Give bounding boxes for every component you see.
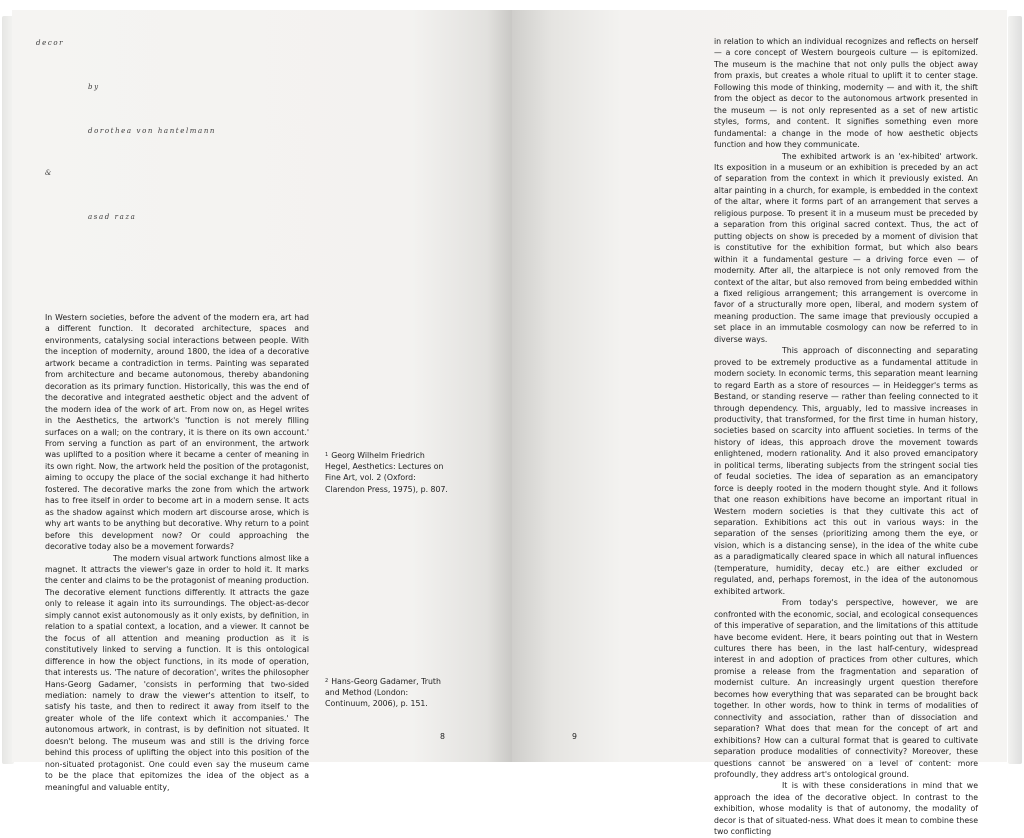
footnote-1-number: 1 — [325, 452, 329, 458]
paragraph-4: The exhibited artwork is an 'ex-hibited' artwork. Its exposition in a museum or an exhibition is preceded by an act of separation from the context in which it previously existed. An altar painting in a church, for example, is embedded in the context of the altar, where it forms part of an arrangement that serves a religious purpose. To present it in a museum must be preceded by a separation from this original sacred context. Thus, the act of putting objects on show is preceded by a moment of division that is constitutive for the exhibition format, but which also bears within it a fundamental gesture — a driving force even — of modernity. After all, the altarpiece is not only removed from the context of the altar, but also removed from being embedded within a fixed religious arrangement; this arrangement is overcome in favor of a structurally more open, liberal, and modern system of meaning production. The same image that previously occupied a set place in an immutable cosmology can now be referred to in diverse ways. — [714, 151, 978, 344]
paragraph-7: It is with these considerations in mind that we approach the idea of the decorative object. In contrast to the exhibition, whose modality is that of autonomy, the modality of decor is that of situated-ness. What does it mean to combine these two conflicting — [714, 781, 978, 837]
paragraph-5: This approach of disconnecting and separating proved to be extremely productive as a fundamental attitude in modern society. In economic terms, this separation meant learning to regard Earth as a store of resources — in Heidegger's terms as Bestand, or standing reserve — rather than feeling connected to it through dependency. This, arguably, led to massive increases in productivity, that transformed, for the first time in human history, societies based on scarcity into affluent societies. In terms of the history of ideas, this approach drove the movement towards enlightened, modern rationality. And it also proved emancipatory in political terms, liberating subjects from the stringent social ties of feudal societies. The idea of separation as an emancipatory force is deeply rooted in the modern thought style. And it follows that one reason exhibitions have become an important ritual in Western modern societies is that they cultivate this act of separation. Exhibitions act this out in various ways: in the separation of the senses (prioritizing among them the eye, or vision, which is a distancing sense), in the idea of the white cube as a paradigmatically cleared space in which all natural influences (temperature, humidity, decay etc.) are either excluded or regulated, and, perhaps foremost, in the idea of the autonomous exhibited artwork. — [714, 346, 978, 596]
page-edges-right — [1008, 16, 1022, 764]
title-decor: decor — [36, 39, 65, 47]
paragraph-2: The modern visual artwork functions almost like a magnet. It attracts the viewer's gaze in order to hold it. It marks the center and claims to be the protagonist of meaning production. The decorative element functions differently. It attracts the gaze only to release it again into its surroundings. The object-as-decor simply cannot exist autonomously as it only exists, by definition, in relation to a spatial context, a location, and a viewer. It cannot be the focus of all attention and meaning production as it is constitutively linked to serving a function. It is this ontological difference in how the object functions, in its mode of operation, that interests us. 'The nature of decoration', writes the philosopher Hans-Georg Gadamer, 'consists in performing that two-sided mediation: namely to draw the viewer's attention to itself, to satisfy his taste, and then to redirect it away from itself to the greater whole of the life context which it accompanies.' The autonomous artwork, in contrast, is by definition not situated. It doesn't belong. The museum was and still is the driving force behind this process of uplifting the object into this position of the non-situated protagonist. One could even say the museum came to be the place that epitomizes the idea of the object as a meaningful and valuable entity, — [45, 553, 309, 792]
paragraph-6: From today's perspective, however, we are confronted with the economic, social, and ecological consequences of this imperative of separation, and the limitations of this attitude have become evident. Here, it bears pointing out that in Western cultures there has been, in the last half-century, widespread interest in and adoption of practices from other cultures, which promise a release from the fragmentation and separation of modernist culture. An increasingly urgent question therefore becomes how everything that was separated can be brought back together. In other words, how to think in terms of modalities of connectivity and association, rather than of dissociation and separation? What does that mean for the concept of art and exhibitions? How can a cultural format that is geared to cultivate separation produce modalities of connectivity? Moreover, these questions cannot be answered on a level of content: more profoundly, they address art's ontological ground. — [714, 598, 978, 779]
right-page — [512, 10, 1007, 837]
author-2: asad raza — [88, 213, 137, 221]
footnote-2-number: 2 — [325, 678, 329, 684]
page-number-left: 8 — [440, 732, 445, 741]
author-1: dorothea von hantelmann — [88, 127, 217, 135]
footnote-1-text: Georg Wilhelm Friedrich Hegel, Aesthetics: Lectures on Fine Art, vol. 2 (Oxford: Clarendon Press, 1975), p. 807. — [325, 451, 448, 494]
footnote-2-text: Hans-Georg Gadamer, Truth and Method (London: Continuum, 2006), p. 151. — [325, 677, 441, 709]
title-ampersand: & — [45, 169, 53, 177]
right-body-text — [714, 36, 978, 838]
paragraph-3: in relation to which an individual recognizes and reflects on herself — a core concept of Western bourgeois culture — is epitomized. The museum is the machine that not only pulls the object away from praxis, but creates a whole ritual to uplift it to center stage. Following this mode of thinking, modernity — and with it, the shift from the object as decor to the autonomous artwork presented in the museum — is not only represented as a set of new artistic styles, forms, and content. It signifies something even more fundamental: a change in the mode of how aesthetic objects function and how they communicate. — [714, 37, 978, 150]
page-number-right: 9 — [572, 732, 577, 741]
left-page — [12, 10, 512, 792]
footnote-2 — [325, 676, 453, 710]
footnote-1 — [325, 450, 449, 495]
title-by: by — [88, 83, 100, 91]
left-body-text — [45, 312, 309, 793]
paragraph-1: In Western societies, before the advent of the modern era, art had a different function. It decorated architecture, spaces and environments, catalysing social interactions between people. With the inception of modernity, around 1800, the idea of a decorative artwork became a contradiction in terms. Painting was separated from architecture and became autonomous, thereby abandoning decoration as its primary function. Historically, this was the end of the decorative and integrated aesthetic object and the advent of the modern idea of the work of art. From now on, as Hegel writes in the Aesthetics, the artwork's 'function is not merely filling surfaces on a wall; on the contrary, it is there on its own account.' From serving a function as part of an environment, the artwork was uplifted to a position where it became a center of meaning in its own right. Now, the artwork held the position of the protagonist, aiming to occupy the place of the social exchange it had hitherto fostered. The decorative marks the zone from which the artwork has to free itself in order to become art in a modern sense. It acts as the shadow against which modern art discourse arose, which is why art wants to be anything but decorative. Why return to a point before this development now? Or could approaching the decorative today also be a movement forwards? — [45, 313, 309, 552]
